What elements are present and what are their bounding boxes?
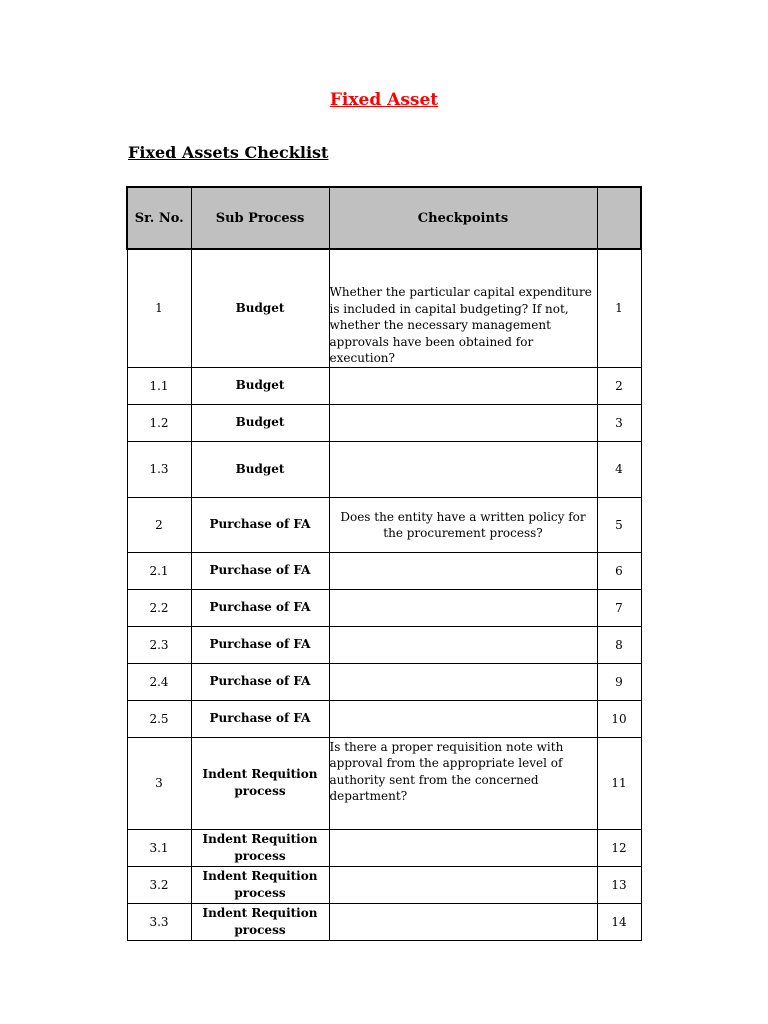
sub-process-cell: Indent Requition process [191,903,329,940]
sr-no-cell: 2.2 [127,589,191,626]
sr-no-cell: 2.4 [127,663,191,700]
checkpoint-cell [329,589,597,626]
sr-no-cell: 1.1 [127,367,191,404]
number-cell: 2 [597,367,641,404]
number-cell: 12 [597,829,641,866]
sr-no-cell: 2 [127,497,191,552]
sr-no-cell: 1.2 [127,404,191,441]
section-title: Fixed Assets Checklist [128,143,329,162]
number-cell: 8 [597,626,641,663]
checkpoint-cell [329,441,597,497]
sub-process-cell: Budget [191,441,329,497]
sr-no-cell: 3 [127,737,191,829]
table-row [127,737,641,829]
sr-no-cell: 2.5 [127,700,191,737]
number-cell: 14 [597,903,641,940]
checklist-table [126,186,642,941]
number-cell: 11 [597,737,641,829]
sub-process-cell: Purchase of FA [191,663,329,700]
header-sub-process: Sub Process [191,187,329,249]
page-title: Fixed Asset [329,90,439,110]
table-row [127,903,641,940]
checkpoint-cell: Is there a proper requisition note with approval from the appropriate level of authority sent from the concerned department? [329,737,597,829]
sub-process-cell: Budget [191,249,329,367]
table-row [127,866,641,903]
sub-process-cell: Purchase of FA [191,700,329,737]
table-row [127,626,641,663]
number-cell: 13 [597,866,641,903]
table-header-row [127,187,641,249]
sr-no-cell: 2.1 [127,552,191,589]
sub-process-cell: Purchase of FA [191,589,329,626]
checkpoint-cell [329,626,597,663]
header-checkpoints: Checkpoints [329,187,597,249]
sub-process-cell: Purchase of FA [191,552,329,589]
checkpoint-cell [329,552,597,589]
checkpoint-cell [329,700,597,737]
table-row [127,249,641,367]
sr-no-cell: 3.1 [127,829,191,866]
checkpoint-cell [329,404,597,441]
number-cell: 1 [597,249,641,367]
checkpoint-cell [329,367,597,404]
table-row [127,497,641,552]
table-row [127,367,641,404]
table-row [127,552,641,589]
number-cell: 5 [597,497,641,552]
header-sr-no: Sr. No. [127,187,191,249]
table-row [127,589,641,626]
sub-process-cell: Budget [191,404,329,441]
checkpoint-cell: Does the entity have a written policy for the procurement process? [329,497,597,552]
number-cell: 6 [597,552,641,589]
checkpoint-cell [329,866,597,903]
sr-no-cell: 1.3 [127,441,191,497]
table-row [127,829,641,866]
sub-process-cell: Indent Requition process [191,866,329,903]
checkpoint-cell: Whether the particular capital expenditure is included in capital budgeting? If not, whether the necessary management approvals have been obtained for execution? [329,249,597,367]
sr-no-cell: 2.3 [127,626,191,663]
sub-process-cell: Purchase of FA [191,497,329,552]
sr-no-cell: 1 [127,249,191,367]
table-row [127,663,641,700]
sub-process-cell: Purchase of FA [191,626,329,663]
table-row [127,404,641,441]
sr-no-cell: 3.2 [127,866,191,903]
table-row [127,441,641,497]
number-cell: 7 [597,589,641,626]
sr-no-cell: 3.3 [127,903,191,940]
number-cell: 9 [597,663,641,700]
checkpoint-cell [329,663,597,700]
table-row [127,700,641,737]
number-cell: 4 [597,441,641,497]
checkpoint-cell [329,903,597,940]
sub-process-cell: Budget [191,367,329,404]
header-number [597,187,641,249]
number-cell: 3 [597,404,641,441]
checkpoint-cell [329,829,597,866]
sub-process-cell: Indent Requition process [191,737,329,829]
number-cell: 10 [597,700,641,737]
sub-process-cell: Indent Requition process [191,829,329,866]
